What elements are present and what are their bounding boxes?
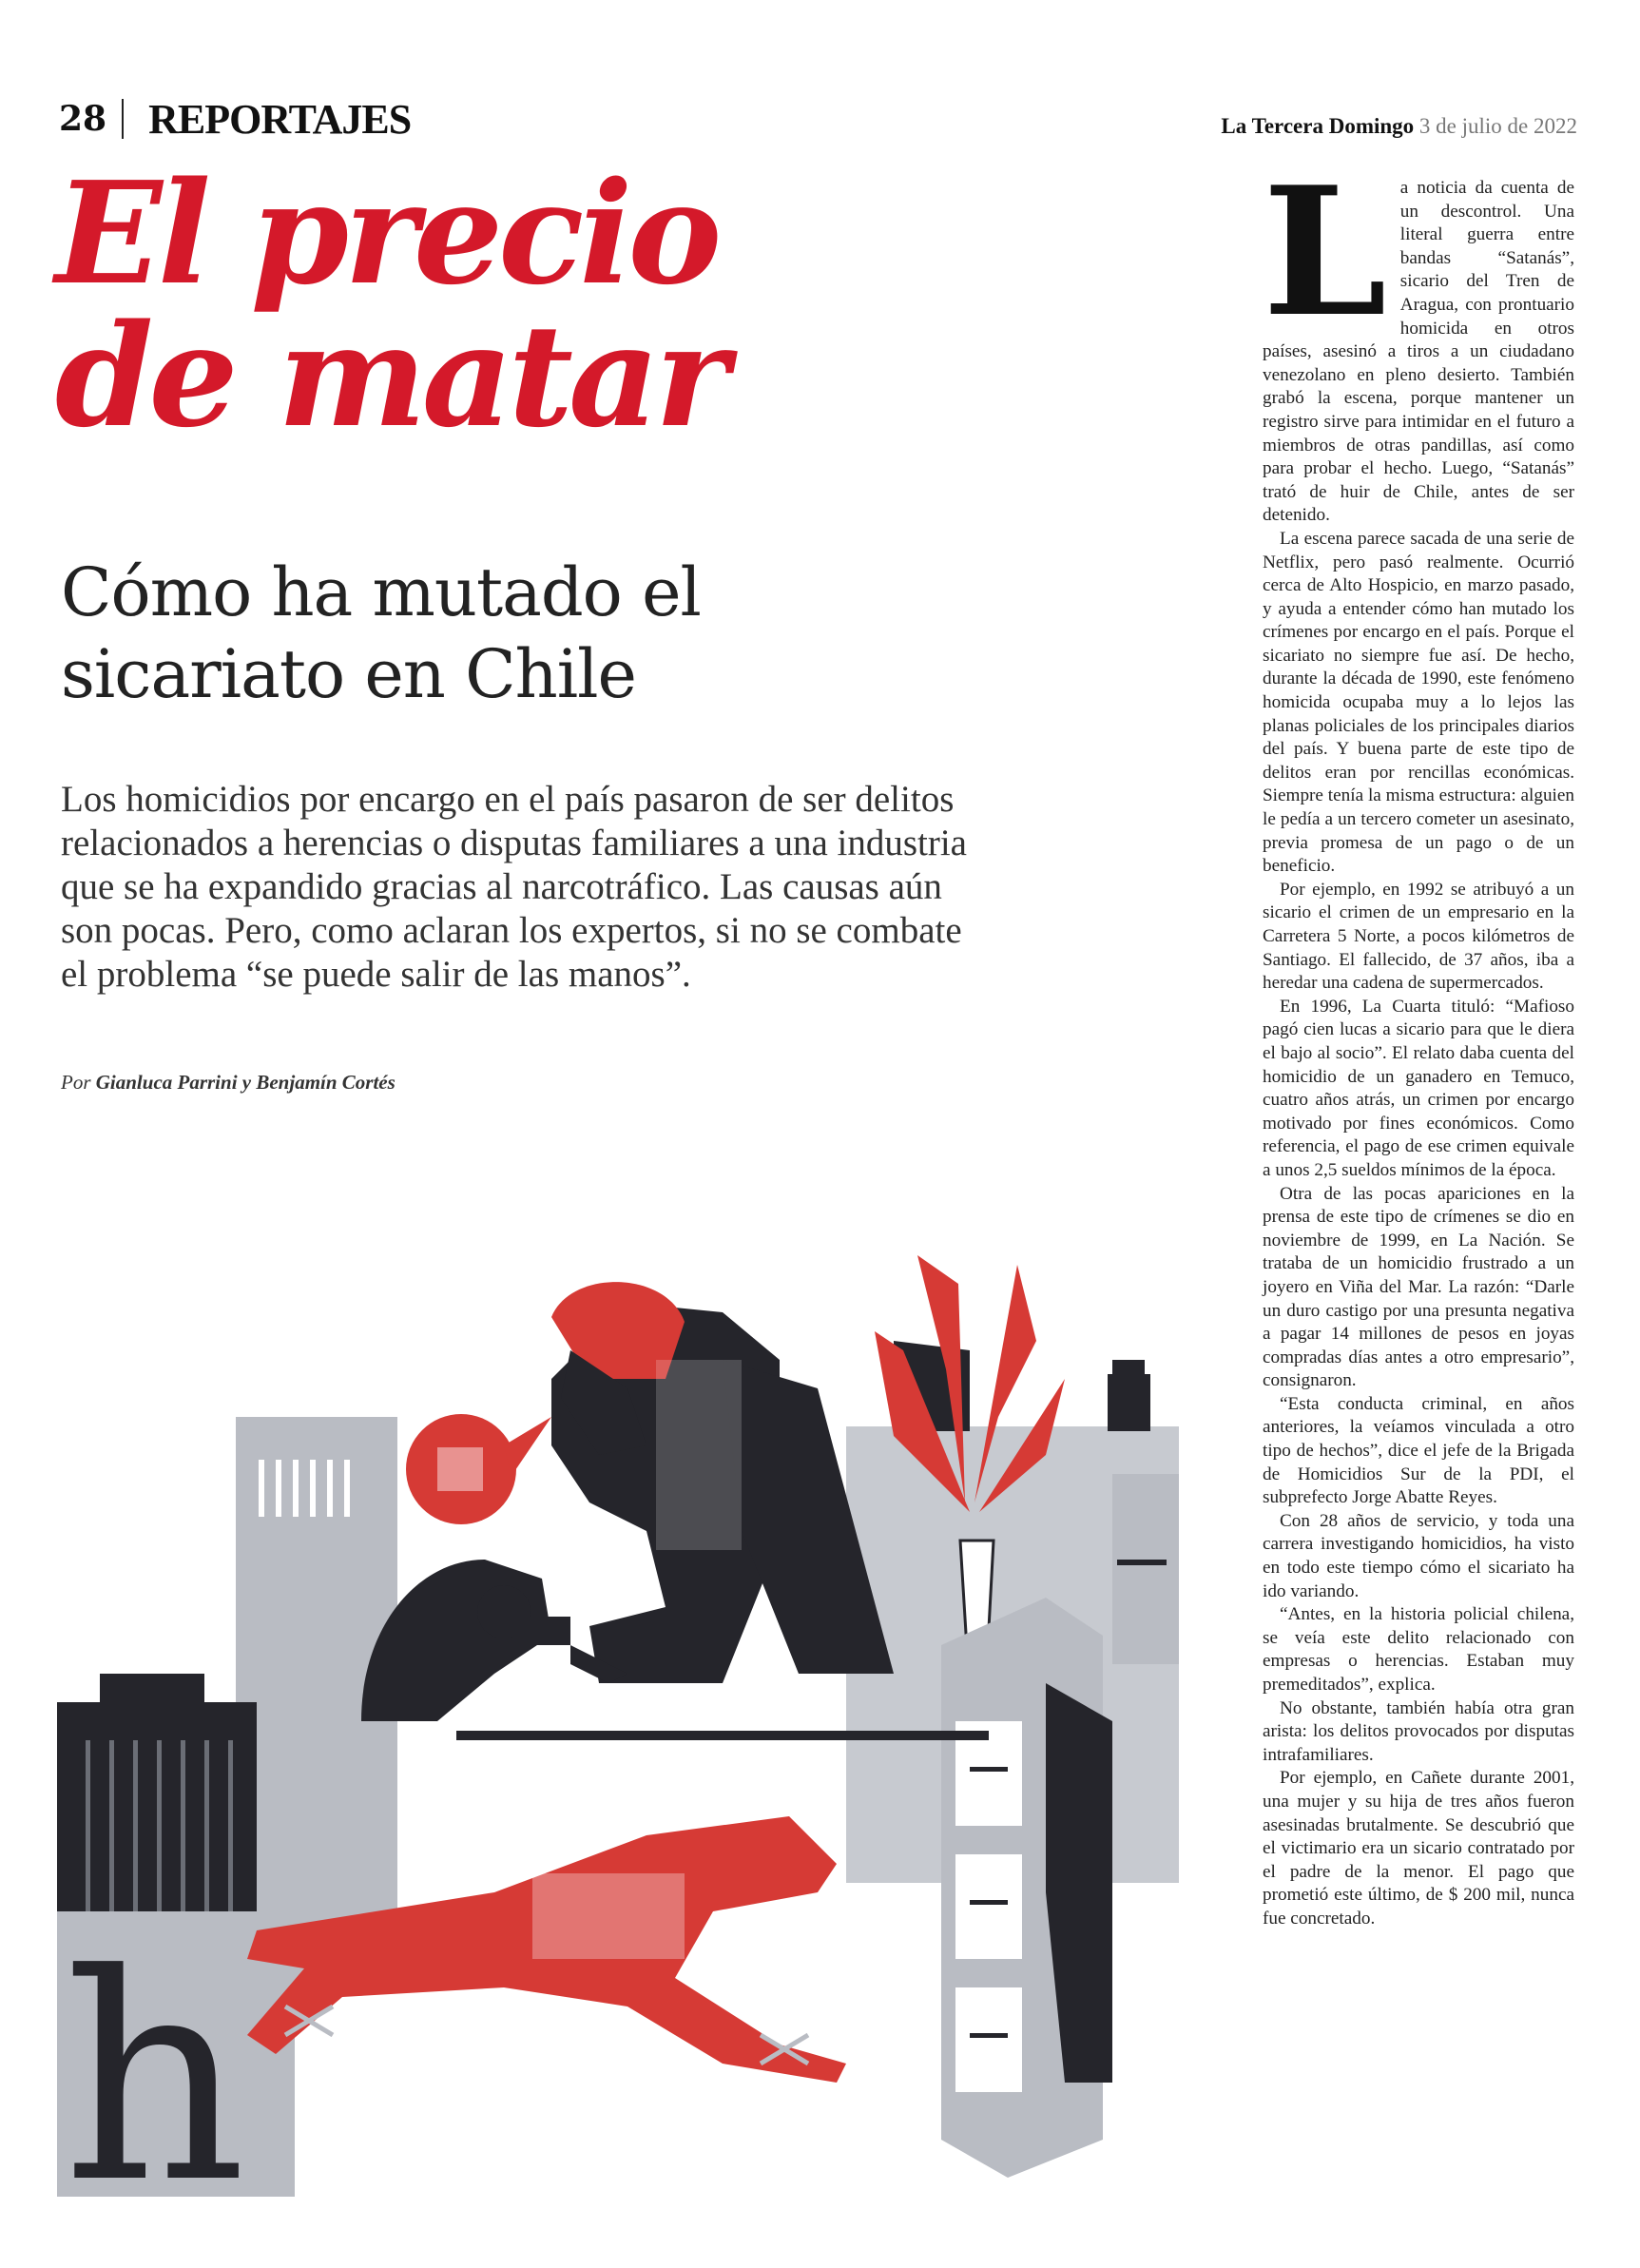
body-paragraph: Por ejemplo, en Cañete durante 2001, una mujer y su hija de tres años fueron asesinadas brutalmente. Se descubrió que el victimario era un sicario contratado por el padre de la menor. El pago que prometió este último, de $ 200 mil, nunca fue concretado. [1263,1768,1574,1929]
kneeling-figure-illustration [551,1282,894,1683]
publication-name: La Tercera Domingo [1221,114,1415,138]
body-paragraph: En 1996, La Cuarta tituló: “Mafioso pagó cien lucas a sicario para que le diera el bajo al socio”. El relato daba cuenta del homicidio de un ganadero en Temuco, cuatro años atrás, un crimen por encargo motivado por fines económicos. Como referencia, el pago de ese crimen equivale a unos 2,5 sueldos mínimos de la época. [1263,996,1574,1180]
body-paragraph: “Esta conducta criminal, en años anteriores, la veíamos vinculada a otro tipo de hechos”, dice el jefe de la Brigada de Homicidios Sur de la PDI, el subprefecto Jorge Abatte Reyes. [1263,1393,1574,1508]
header-divider [122,99,124,139]
byline-authors: Gianluca Parrini y Benjamín Cortés [95,1071,396,1094]
section-name: REPORTAJES [148,95,412,143]
body-paragraph: Con 28 años de servicio, y toda una carrera investigando homicidios, ha visto en todo este tiempo cómo el sicariato ha ido variando. [1263,1510,1574,1601]
article-title: El precio de matar [55,150,724,458]
drop-cap: L [1263,147,1387,356]
page-number: 28 [59,99,107,139]
article-body [1263,147,1574,1931]
body-paragraph: No obstante, también había otra gran arista: los delitos provocados por disputas intrafamiliares. [1263,1697,1574,1765]
body-paragraph: La escena parece sacada de una serie de Netflix, pero pasó realmente. Ocurrió cerca de Alto Hospicio, en marzo pasado, y ayuda a entender cómo han mutado los crímenes por encargo en el país. Porque el sicariato no siempre fue así. De hecho, durante la década de 1990, este fenómeno homicida ocupaba muy a lo lejos las planas policiales de los principales diarios del país. Y buena parte de este tipo de delitos eran por rencillas económicas. Siempre tenía la misma estructura: alguien le pedía a un tercero cometer un asesinato, previa promesa de un pago o de un beneficio. [1263,528,1574,877]
photographer-figure-illustration [361,1560,627,1721]
body-paragraph: “Antes, en la historia policial chilena, se veía este delito relacionado con empresas o herencias. Estaban muy premeditados”, explica. [1263,1604,1574,1695]
article-subtitle: Cómo ha mutado el sicariato en Chile [61,553,701,713]
illustration-letter: h [63,1913,247,2197]
body-paragraph: a noticia da cuenta de un descontrol. Una literal guerra entre bandas “Satanás”, sicario del Tren de Aragua, con prontuario homicida en otros países, asesinó a tiros a un ciudadano venezolano en pleno desierto. También grabó la escena, porque mantener un registro sirve para intimidar en el futuro a miembros de otras pandillas, así como para probar el hecho. Luego, “Satanás” trató de huir de Chile, antes de ser detenido. [1263,178,1574,526]
body-paragraph: Otra de las pocas apariciones en la prensa de este tipo de crímenes se dio en noviembre de 1999, en La Nación. Se trataba de un homicidio frustrado a un joyero en Viña del Mar. La razón: “Darle un duro castigo por una presunta negativa a pagar 14 millones de pesos en joyas compradas días antes a otro empresario”, consignaron. [1263,1183,1574,1391]
byline-prefix: Por [61,1071,91,1094]
filing-cabinet-illustration [941,1598,1112,2178]
floor-line-illustration [456,1731,989,1740]
speech-bubble-illustration [406,1414,551,1524]
byline [61,1071,396,1095]
page-header-left [59,93,411,145]
page-header-right [1221,114,1577,139]
article-lead: Los homicidios por encargo en el país pasaron de ser delitos relacionados a herencias o disputas familiares a una industria que se ha expandido gracias al narcotráfico. Las causas aún son pocas. Pero, como aclaran los expertos, si no se combate el problema “se puede salir de las manos”. [61,779,967,995]
publication-date: 3 de julio de 2022 [1418,114,1577,138]
body-paragraph: Por ejemplo, en 1992 se atribuyó a un sicario el crimen de un empresario en la Carretera 5 Norte, a pocos kilómetros de Santiago. El fallecido, de 37 años, iba a heredar una cadena de supermercados. [1263,879,1574,994]
article-illustration [57,1227,1198,2197]
